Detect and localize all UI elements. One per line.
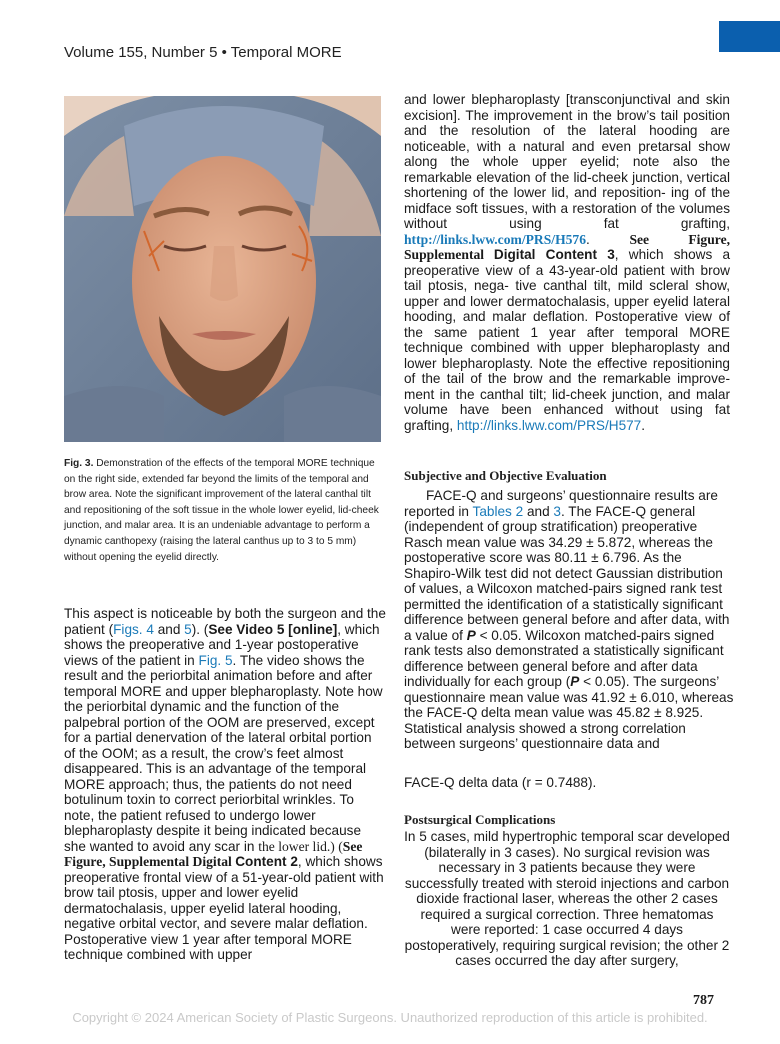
figure-label: Fig. 3.: [64, 458, 94, 469]
video-reference: See Video 5 [online]: [208, 621, 338, 637]
copyright-notice: Copyright © 2024 American Society of Plastic Surgeons. Unauthorized reproduction of this article is prohibited.: [72, 1010, 708, 1025]
figure-link[interactable]: Figs. 4: [113, 621, 154, 637]
paragraph: FACE-Q and surgeons’ questionnaire results are reported in Tables 2 and 3. The FACE-Q general (independent of group stratification) preoperative Rasch mean value was 34.29 ± 5.872, whereas the postoperative score was 80.11 ± 6.796. As the Shapiro-Wilk test did not detect Gaussian distribution of values, a Wilcoxon matched-pairs signed rank test permitted the identification of a statistically significant difference between general before and after data, with a value of P < 0.05. Wilcoxon matched-pairs signed rank tests also demonstrated a statistically significant difference between general before and after data individually for each group (P < 0.05). The surgeons’ questionnaire mean value was 41.92 ± 6.010, whereas the FACE-Q delta mean value was 45.82 ± 8.925. Statistical analysis showed a strong correlation between surgeons’ questionnaire data and: [404, 488, 734, 751]
figure-link[interactable]: Fig. 5: [198, 652, 233, 668]
figure-caption: Fig. 3. Demonstration of the effects of the temporal MORE technique on the right side, extended far beyond the limits of the temporal and brow area. Note the significant improvement of the lateral canthal tilt and repositioning of the soft tissue in the whole lower eyelid, lid-cheek junction, and malar area. It is an undeniable advantage to perform a dynamic canthopexy (raising the lateral canthus up to 3 to 5 mm) without opening the eyelid directly.: [64, 458, 379, 563]
section-color-tab: [719, 21, 780, 52]
patient-face-illustration: [64, 96, 381, 442]
left-column-body: [64, 606, 386, 963]
right-column-top: [404, 92, 730, 433]
paragraph: This aspect is noticeable by both the surgeon and the patient (Figs. 4 and 5). (See Video 5 [online], which shows the preoperative and 1-year postoperative views of the patient in Fig. 5. The video shows the result and the periorbital animation before and after temporal MORE and upper blepharoplasty. Note how the periorbital dynamic and the function of the palpebral portion of the OOM are preserved, except for a partial denervation of the lateral orbital portion of the OOM; as a result, the crow’s feet almost disappeared. This is an advantage of the temporal MORE approach; thus, the patients do not need botulinum toxin to correct periorbital wrinkles. To note, the patient refused to undergo lower blepharoplasty despite it being indicated because she wanted to avoid any scar in the lower lid.) (See Figure, Supplemental Digital Content 2, which shows preoperative frontal view of a 51-year-old patient with brow tail ptosis, upper and lower eyelid dermatochalasis, upper eyelid lateral hooding, negative orbital vector, and severe malar deflation. Postoperative view 1 year after temporal MORE technique combined with upper: [64, 606, 386, 962]
figure-link[interactable]: 5: [184, 621, 192, 637]
correlation-value: FACE-Q delta data (r = 0.7488).: [404, 775, 597, 790]
paragraph: In 5 cases, mild hypertrophic temporal scar developed (bilaterally in 3 cases). No surgical revision was necessary in 3 patients because they were successfully treated with steroid injections and carbon dioxide fractional laser, whereas the other 2 cases required a surgical correction. Three hematomas were reported: 1 case occurred 4 days postoperatively, requiring surgical revision; the other 2 cases occurred the day after surgery,: [404, 829, 730, 968]
figure-3-photo: [64, 96, 381, 442]
supplement-link[interactable]: http://links.lww.com/PRS/H577: [456, 417, 642, 433]
supplement-link[interactable]: http://links.lww.com/PRS/H576: [404, 231, 587, 247]
table-link[interactable]: 3: [553, 503, 561, 519]
section-heading: Postsurgical Complications: [404, 812, 556, 827]
page-number: 787: [693, 993, 714, 1008]
paragraph: and lower blepharoplasty [transconjunctival and skin excision]. The improvement in the brow’s tail position and the resolution of the lateral hooding are noticeable, with a natural and even pretarsal show along the whole upper eyelid; note also the remarkable elevation of the lid-cheek junction, vertical shortening of the lower lid, and reposition- ing of the midface soft tissues, with a restoration of the volumes without using fat grafting, http://links.lww.com/PRS/H576. See Figure, Supplemental Digital Content 3, which shows a preoperative view of a 43-year-old patient with brow tail ptosis, nega- tive canthal tilt, mild scleral show, upper and lower dermatochalasis, upper eyelid lateral hooding, and malar deflation. Postoperative view of the same patient 1 year after temporal MORE technique combined with upper blepharoplasty and lower blepharoplasty. Note the effective repositioning of the tail of the brow and the remarkable improve- ment in the canthal tilt; lid-cheek junction, and malar volume have been enhanced without using fat grafting, http://links.lww.com/PRS/H577.: [404, 92, 731, 433]
right-column-complications: [404, 829, 730, 969]
table-link[interactable]: Tables 2: [472, 503, 524, 519]
right-column-evaluation: [404, 488, 736, 752]
running-header: Volume 155, Number 5 • Temporal MORE: [64, 44, 342, 61]
section-heading: Subjective and Objective Evaluation: [404, 468, 607, 483]
